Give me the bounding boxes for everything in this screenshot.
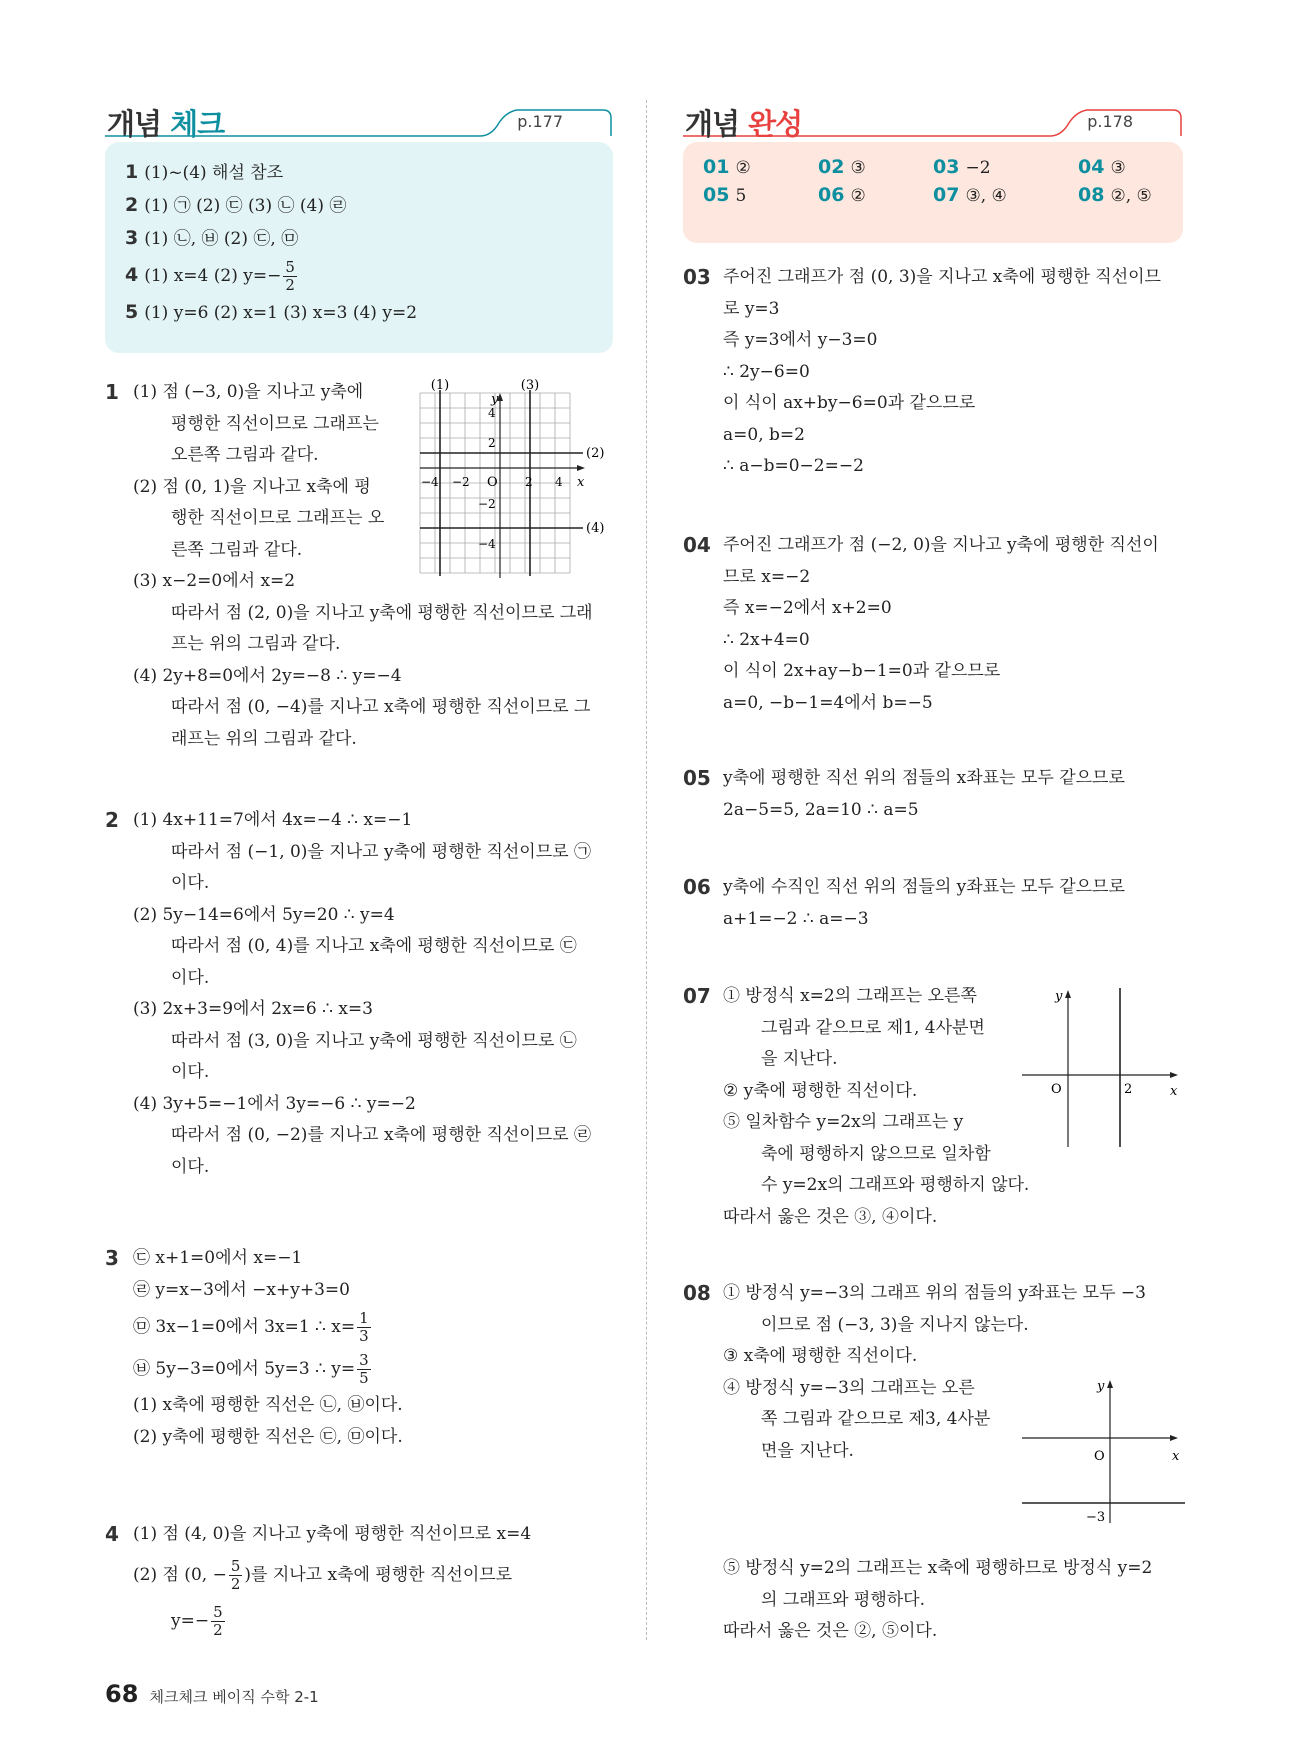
graph-label: y bbox=[1097, 1379, 1105, 1394]
solution-line: 래프는 위의 그림과 같다. bbox=[171, 728, 357, 749]
x-axis-arrow bbox=[1170, 1435, 1178, 1441]
tick-label: −4 bbox=[478, 537, 496, 551]
solution-line: ⑤ 방정식 y=2의 그래프는 x축에 평행하므로 방정식 y=2 bbox=[723, 1558, 1153, 1578]
solution-line: 른쪽 그림과 같다. bbox=[171, 539, 303, 560]
solution-line: 의 그래프와 평행하다. bbox=[761, 1589, 926, 1610]
solution-line: ① 방정식 y=−3의 그래프 위의 점들의 y좌표는 모두 −3 bbox=[723, 1283, 1146, 1303]
fraction: $\frac{1}{3}$ bbox=[359, 1309, 369, 1345]
y-axis-arrow bbox=[1107, 1380, 1113, 1388]
solution-line: ∴ a−b=0−2=−2 bbox=[723, 456, 864, 476]
solution-line: (4) 2y+8=0에서 2y=−8 ∴ y=−4 bbox=[133, 665, 402, 686]
solution-line: 따라서 옳은 것은 ③, ④이다. bbox=[723, 1206, 938, 1227]
answer-item: 06 ② bbox=[818, 184, 866, 206]
page-footer bbox=[105, 1680, 319, 1708]
solution-line: 주어진 그래프가 점 (−2, 0)을 지나고 y축에 평행한 직선이 bbox=[723, 535, 1159, 555]
solution-line: 행한 직선이므로 그래프는 오 bbox=[171, 508, 385, 528]
solution-line: (2) 5y−14=6에서 5y=20 ∴ y=4 bbox=[133, 904, 395, 925]
tick-label: −2 bbox=[452, 475, 470, 489]
fraction: $\frac{5}{2}$ bbox=[213, 1602, 223, 1639]
graph-label: x bbox=[1170, 1084, 1178, 1099]
solution-line: ⑤ 일차함수 y=2x의 그래프는 y bbox=[723, 1112, 964, 1132]
graph-label: x bbox=[1172, 1449, 1180, 1464]
solution-line: ㉥ 5y−3=0에서 5y=3 ∴ y= $\frac{3}{5}$ bbox=[133, 1351, 369, 1387]
graph-label: O bbox=[1051, 1082, 1062, 1097]
problem-number: 06 bbox=[683, 875, 711, 899]
problem-number: 05 bbox=[683, 766, 711, 790]
column-divider bbox=[646, 100, 647, 1640]
tick-label: 4 bbox=[488, 406, 496, 420]
answer-item: 07 ③, ④ bbox=[933, 184, 1007, 206]
answer-line: 5 (1) y=6 (2) x=1 (3) x=3 (4) y=2 bbox=[125, 301, 418, 323]
tick-label: 4 bbox=[555, 475, 563, 489]
tick-label: −4 bbox=[421, 475, 439, 489]
solution-line: (4) 3y+5=−1에서 3y=−6 ∴ y=−2 bbox=[133, 1093, 416, 1114]
tick-label: 2 bbox=[488, 436, 496, 450]
graph-label: O bbox=[1094, 1449, 1105, 1464]
solution-line: 이다. bbox=[171, 1062, 210, 1082]
answer-line: 3 (1) ㉡, ㉥ (2) ㉢, ㉤ bbox=[125, 227, 299, 249]
concept-check-title: 개념 체크 bbox=[107, 107, 225, 141]
graph-label: (1) bbox=[430, 378, 450, 393]
solution-line: 따라서 점 (0, −4)를 지나고 x축에 평행한 직선이므로 그 bbox=[171, 697, 591, 717]
solution-line: 이다. bbox=[171, 1156, 210, 1177]
solution-line: a+1=−2 ∴ a=−3 bbox=[723, 908, 869, 929]
problem-number: 1 bbox=[105, 380, 119, 404]
fraction: $\frac{5}{2}$ bbox=[285, 258, 295, 294]
graph-label: y bbox=[1055, 989, 1063, 1004]
fraction: $\frac{5}{2}$ bbox=[230, 1556, 241, 1593]
answer-item: 05 5 bbox=[703, 184, 747, 206]
problem-number: 07 bbox=[683, 984, 711, 1008]
solution-line: ③ x축에 평행한 직선이다. bbox=[723, 1346, 918, 1366]
concept-check-answers bbox=[105, 142, 613, 353]
problem-08-solution-cont bbox=[723, 1553, 1193, 1648]
problem-number: 04 bbox=[683, 533, 711, 557]
solution-line: 따라서 점 (0, 4)를 지나고 x축에 평행한 직선이므로 ㉢ bbox=[171, 936, 577, 956]
answer-item: 04 ③ bbox=[1078, 156, 1126, 178]
solution-line: 면을 지난다. bbox=[761, 1440, 854, 1461]
solution-line: 이 식이 ax+by−6=0과 같으므로 bbox=[723, 393, 976, 413]
solution-line: 따라서 점 (3, 0)을 지나고 y축에 평행한 직선이므로 ㉡ bbox=[171, 1030, 577, 1051]
right-column bbox=[683, 100, 1183, 243]
solution-line: 주어진 그래프가 점 (0, 3)을 지나고 x축에 평행한 직선이므 bbox=[723, 267, 1161, 287]
x-axis-arrow bbox=[1170, 1072, 1178, 1078]
answer-line: 1 (1)~(4) 해설 참조 bbox=[125, 161, 284, 183]
solution-line: y축에 평행한 직선 위의 점들의 x좌표는 모두 같으므로 bbox=[723, 768, 1125, 788]
solution-line: (1) 점 (4, 0)을 지나고 y축에 평행한 직선이므로 x=4 bbox=[133, 1524, 532, 1544]
solution-line: (3) x−2=0에서 x=2 bbox=[133, 571, 296, 591]
problem-1-graph bbox=[405, 378, 625, 578]
solution-line: ㉣ y=x−3에서 −x+y+3=0 bbox=[133, 1279, 350, 1300]
problem-2-solution bbox=[133, 805, 613, 1183]
concept-complete-title: 개념 완성 bbox=[685, 107, 803, 141]
solution-line: ㉢ x+1=0에서 x=−1 bbox=[133, 1248, 303, 1268]
solution-line: ∴ 2y−6=0 bbox=[723, 361, 810, 382]
graph-label: O bbox=[487, 475, 498, 490]
problem-04-solution bbox=[723, 530, 1193, 719]
tick-label: −2 bbox=[478, 497, 496, 511]
page-reference: p.178 bbox=[1087, 112, 1133, 131]
solution-line: 로 y=3 bbox=[723, 298, 780, 319]
solution-line: ∴ 2x+4=0 bbox=[723, 629, 810, 650]
solution-line: ④ 방정식 y=−3의 그래프는 오른 bbox=[723, 1377, 975, 1398]
problem-number: 03 bbox=[683, 265, 711, 289]
solution-line: 즉 x=−2에서 x+2=0 bbox=[723, 598, 892, 618]
problem-number: 2 bbox=[105, 808, 119, 832]
graph-label: y bbox=[491, 392, 499, 407]
solution-line: y축에 수직인 직선 위의 점들의 y좌표는 모두 같으므로 bbox=[723, 877, 1125, 897]
concept-complete-header bbox=[683, 100, 1183, 142]
solution-line: y=− $\frac{5}{2}$ bbox=[171, 1602, 223, 1639]
solution-line: a=0, b=2 bbox=[723, 424, 805, 445]
problem-07-graph bbox=[1020, 985, 1185, 1150]
x-axis-arrow bbox=[577, 465, 585, 471]
solution-line: 따라서 점 (0, −2)를 지나고 x축에 평행한 직선이므로 ㉣ bbox=[171, 1125, 591, 1145]
graph-label: (2) bbox=[586, 446, 605, 461]
fraction: $\frac{3}{5}$ bbox=[359, 1351, 369, 1387]
tick-label: 2 bbox=[1124, 1082, 1133, 1097]
solution-line: (2) 점 (0, − $\frac{5}{2}$ )를 지나고 x축에 평행한 직선이므로 bbox=[133, 1556, 513, 1593]
tick-label: −3 bbox=[1086, 1510, 1106, 1525]
solution-line: a=0, −b−1=4에서 b=−5 bbox=[723, 692, 933, 713]
solution-line: 므로 x=−2 bbox=[723, 566, 811, 587]
answer-item: 08 ②, ⑤ bbox=[1078, 184, 1152, 206]
answer-item: 03 −2 bbox=[933, 156, 991, 178]
problem-4-solution bbox=[133, 1519, 613, 1643]
solution-line: 즉 y=3에서 y−3=0 bbox=[723, 330, 878, 350]
solution-line: 2a−5=5, 2a=10 ∴ a=5 bbox=[723, 799, 919, 820]
concept-complete-answers bbox=[683, 142, 1183, 243]
answer-line: 4 (1) x=4 (2) y=− $\frac{5}{2}$ bbox=[125, 258, 295, 294]
solution-line: 그림과 같으므로 제1, 4사분면 bbox=[761, 1017, 985, 1038]
solution-line: 이다. bbox=[171, 967, 210, 988]
answer-item: 01 ② bbox=[703, 156, 751, 178]
solution-line: 수 y=2x의 그래프와 평행하지 않다. bbox=[761, 1175, 1030, 1195]
problem-number: 3 bbox=[105, 1246, 119, 1270]
solution-line: 오른쪽 그림과 같다. bbox=[171, 445, 319, 465]
left-column bbox=[105, 100, 613, 353]
page-reference: p.177 bbox=[517, 112, 563, 131]
solution-line: 평행한 직선이므로 그래프는 bbox=[171, 413, 379, 434]
y-axis-arrow bbox=[1065, 990, 1071, 998]
problem-03-solution bbox=[723, 262, 1193, 483]
solution-line: ① 방정식 x=2의 그래프는 오른쪽 bbox=[723, 986, 977, 1006]
solution-line: (2) y축에 평행한 직선은 ㉢, ㉤이다. bbox=[133, 1426, 403, 1447]
problem-05-solution bbox=[723, 763, 1193, 826]
solution-line: ② y축에 평행한 직선이다. bbox=[723, 1080, 918, 1101]
page-number: 68 bbox=[105, 1680, 139, 1708]
solution-line: 이므로 점 (−3, 3)을 지나지 않는다. bbox=[761, 1314, 1029, 1335]
solution-line: 따라서 점 (2, 0)을 지나고 y축에 평행한 직선이므로 그래 bbox=[171, 602, 593, 623]
concept-check-header bbox=[105, 100, 613, 142]
solution-line: 축에 평행하지 않으므로 일차함 bbox=[761, 1143, 991, 1164]
graph-label: x bbox=[577, 475, 585, 490]
tick-label: 2 bbox=[525, 475, 533, 489]
answer-line: 2 (1) ㉠ (2) ㉢ (3) ㉡ (4) ㉣ bbox=[125, 194, 347, 216]
solution-line: 따라서 점 (−1, 0)을 지나고 y축에 평행한 직선이므로 ㉠ bbox=[171, 841, 591, 862]
solution-line: (3) 2x+3=9에서 2x=6 ∴ x=3 bbox=[133, 999, 373, 1019]
answer-item: 02 ③ bbox=[818, 156, 866, 178]
solution-line: (1) 4x+11=7에서 4x=−4 ∴ x=−1 bbox=[133, 810, 413, 830]
solution-line: (1) 점 (−3, 0)을 지나고 y축에 bbox=[133, 382, 364, 402]
solution-line: 이다. bbox=[171, 873, 210, 893]
solution-line: (2) 점 (0, 1)을 지나고 x축에 평 bbox=[133, 476, 371, 497]
solution-line: ㉤ 3x−1=0에서 3x=1 ∴ x= $\frac{1}{3}$ bbox=[133, 1309, 369, 1345]
solution-line: 프는 위의 그림과 같다. bbox=[171, 634, 341, 654]
graph-label: (4) bbox=[586, 521, 605, 536]
answer-grid bbox=[703, 156, 1163, 206]
problem-06-solution bbox=[723, 872, 1193, 935]
graph-label: (3) bbox=[520, 378, 540, 393]
solution-line: 이 식이 2x+ay−b−1=0과 같으므로 bbox=[723, 661, 1001, 681]
solution-line: 따라서 옳은 것은 ②, ⑤이다. bbox=[723, 1621, 938, 1641]
problem-3-solution bbox=[133, 1243, 613, 1453]
problem-08-graph bbox=[1020, 1375, 1185, 1525]
solution-line: 쪽 그림과 같으므로 제3, 4사분 bbox=[761, 1409, 991, 1429]
book-title: 체크체크 베이직 수학 2-1 bbox=[149, 1688, 319, 1706]
solution-line: 을 지난다. bbox=[761, 1049, 838, 1069]
problem-number: 4 bbox=[105, 1522, 119, 1546]
problem-number: 08 bbox=[683, 1281, 711, 1305]
solution-line: (1) x축에 평행한 직선은 ㉡, ㉥이다. bbox=[133, 1395, 403, 1415]
